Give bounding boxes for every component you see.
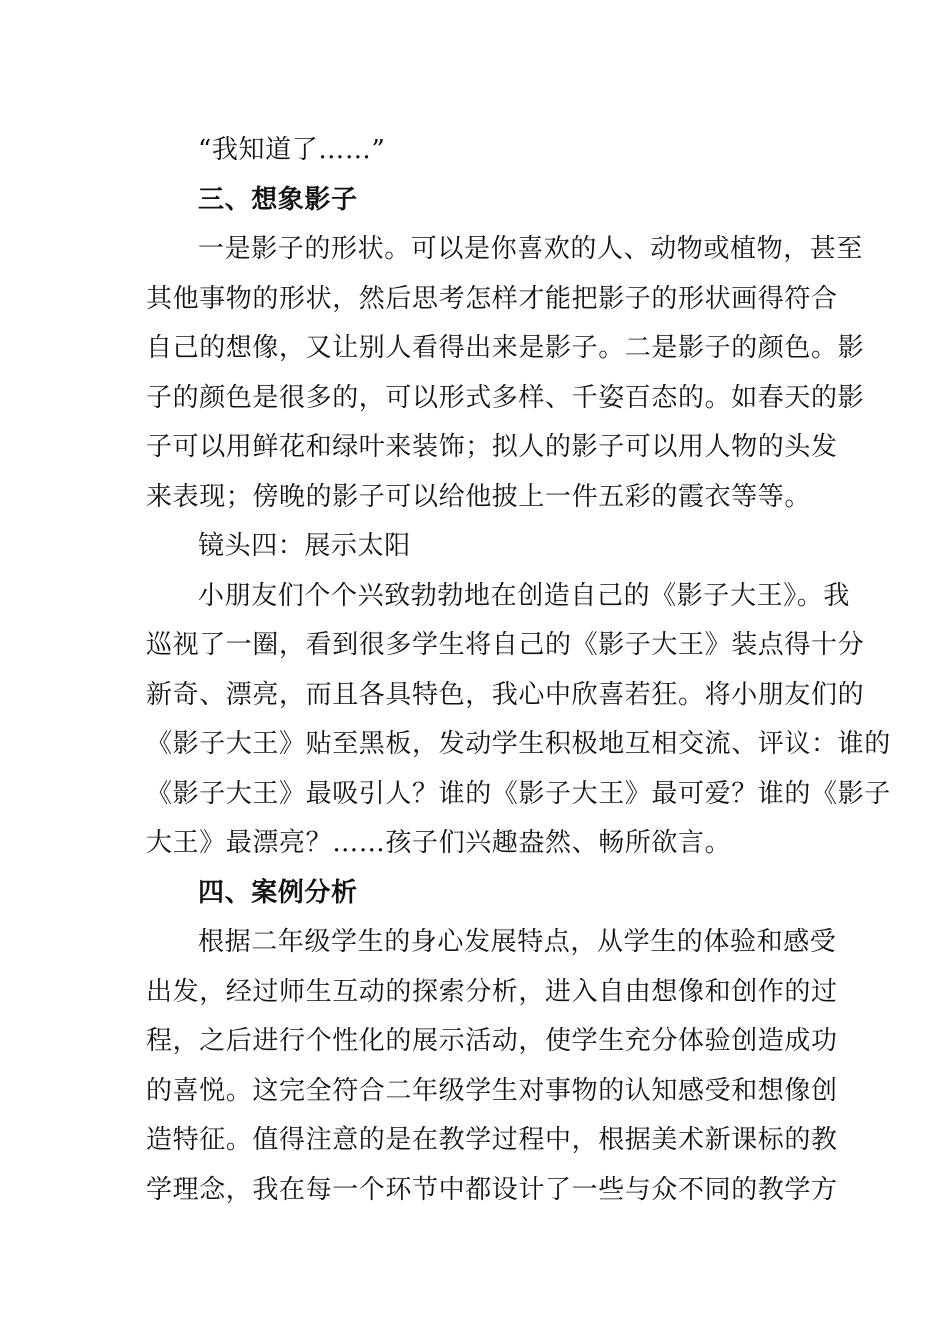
section-heading: 四、案例分析 <box>198 877 358 908</box>
text-line: 子的颜色是很多的，可以形式多样、千姿百态的。如春天的影 <box>146 382 865 413</box>
text-line: 学理念，我在每一个环节中都设计了一些与众不同的教学方 <box>146 1174 838 1205</box>
text-line: 镜头四：展示太阳 <box>198 531 411 561</box>
text-line: 来表现；傍晚的影子可以给他披上一件五彩的霞衣等等。 <box>146 481 812 512</box>
section-heading: 三、想象影子 <box>198 184 358 215</box>
text-line: 新奇、漂亮，而且各具特色，我心中欣喜若狂。将小朋友们的 <box>146 679 865 710</box>
text-line: 《影子大王》最吸引人？谁的《影子大王》最可爱？谁的《影子 <box>146 778 891 809</box>
text-line: 巡视了一圈，看到很多学生将自己的《影子大王》装点得十分 <box>146 630 865 660</box>
text-line: 自己的想像，又让别人看得出来是影子。二是影子的颜色。影 <box>146 333 865 363</box>
text-line: 根据二年级学生的身心发展特点，从学生的体验和感受 <box>198 927 837 957</box>
text-line: 的喜悦。这完全符合二年级学生对事物的认知感受和想像创 <box>146 1075 838 1106</box>
text-line: 小朋友们个个兴致勃勃地在创造自己的《影子大王》。我 <box>198 580 851 611</box>
text-line: “我知道了……” <box>198 135 386 165</box>
text-line: 其他事物的形状，然后思考怎样才能把影子的形状画得符合 <box>146 283 838 314</box>
text-line: 一是影子的形状。可以是你喜欢的人、动物或植物，甚至 <box>198 234 864 264</box>
text-line: 程，之后进行个性化的展示活动，使学生充分体验创造成功 <box>146 1026 838 1056</box>
text-line: 造特征。值得注意的是在教学过程中，根据美术新课标的教 <box>146 1125 838 1155</box>
text-line: 子可以用鲜花和绿叶来装饰；拟人的影子可以用人物的头发 <box>146 432 838 462</box>
text-line: 出发，经过师生互动的探索分析，进入自由想像和创作的过 <box>146 976 838 1007</box>
text-line: 大王》最漂亮？……孩子们兴趣盎然、畅所欲言。 <box>146 828 732 858</box>
document-body <box>146 126 891 1215</box>
text-line: 《影子大王》贴至黑板，发动学生积极地互相交流、评议：谁的 <box>146 729 891 759</box>
